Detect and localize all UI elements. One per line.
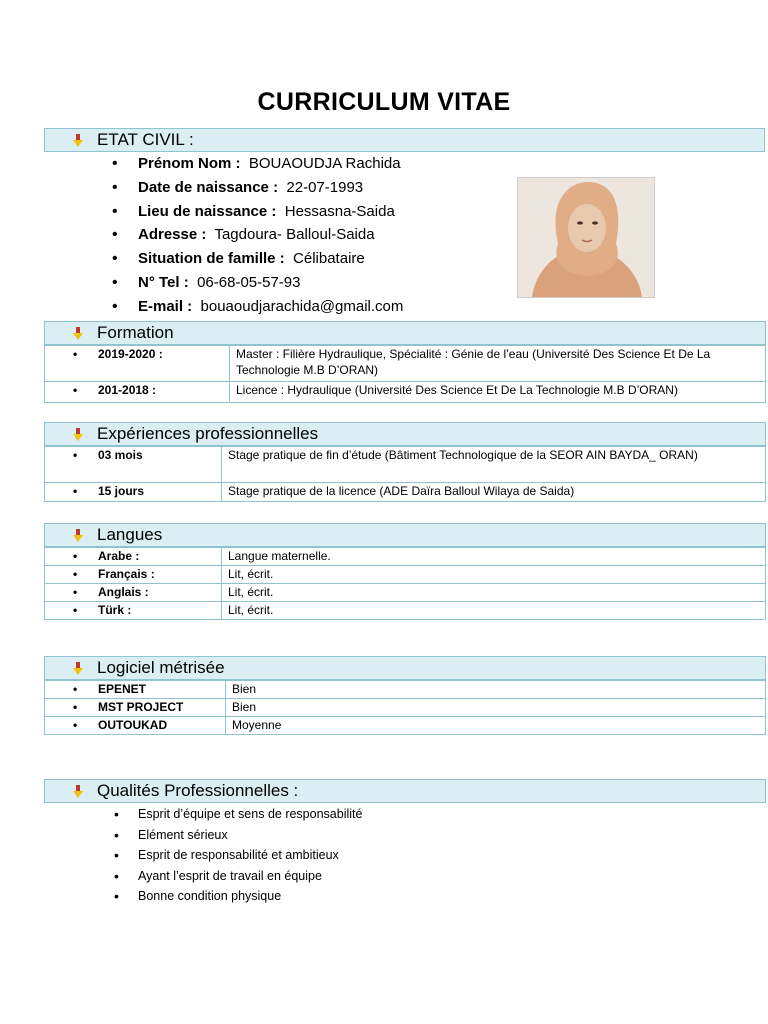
list-item xyxy=(110,200,403,224)
field-label: Adresse : xyxy=(138,226,207,244)
table-cell-value: Bien xyxy=(226,681,766,699)
table-row xyxy=(45,548,766,566)
table-cell-key: • MST PROJECT xyxy=(45,699,226,717)
list-item xyxy=(110,176,403,200)
profile-photo xyxy=(517,177,655,298)
table-cell-value: Moyenne xyxy=(226,717,766,735)
table-cell-value: Lit, écrit. xyxy=(222,566,766,584)
field-value: BOUAOUDJA Rachida xyxy=(248,155,401,172)
section-title: Logiciel métrisée xyxy=(97,658,225,677)
table-cell-value: Lit, écrit. xyxy=(222,602,766,620)
list-item: • Bonne condition physique xyxy=(112,886,362,907)
arrow-down-icon xyxy=(73,662,83,675)
table-row xyxy=(45,602,766,620)
table-cell-value: Lit, écrit. xyxy=(222,584,766,602)
table-cell-key: • 2019-2020 : xyxy=(45,346,230,382)
field-value: 22-07-1993 xyxy=(286,178,364,196)
email-value: bouaoudjarachida@gmail.com xyxy=(200,297,404,315)
table-row xyxy=(45,382,766,403)
table-cell-key: • Français : xyxy=(45,566,222,584)
table-cell-value: Stage pratique de la licence (ADE Daïra Balloul Wilaya de Saida) xyxy=(222,483,766,502)
section-title: Qualités Professionnelles : xyxy=(97,781,299,800)
section-header-etat-civil xyxy=(44,128,765,152)
table-row xyxy=(45,566,766,584)
field-value: Tagdoura- Balloul-Saida xyxy=(214,226,375,244)
portrait-image xyxy=(518,178,654,297)
table-cell-key: • 201-2018 : xyxy=(45,382,230,403)
table-row xyxy=(45,584,766,602)
section-title: Langues xyxy=(97,525,163,544)
table-cell-key: • 15 jours xyxy=(45,483,222,502)
arrow-down-icon xyxy=(73,529,83,542)
field-value: Célibataire xyxy=(293,250,365,268)
table-cell-key: • OUTOUKAD xyxy=(45,717,226,735)
list-item xyxy=(110,223,403,247)
arrow-down-icon xyxy=(73,327,83,340)
table-cell-value: Licence : Hydraulique (Université Des Science Et De La Technologie M.B D’ORAN) xyxy=(230,382,766,403)
table-cell-value: Langue maternelle. xyxy=(222,548,766,566)
arrow-down-icon xyxy=(73,785,83,798)
list-item: • Esprit d’équipe et sens de responsabilité xyxy=(112,804,362,825)
logiciel-table xyxy=(44,680,766,735)
table-row xyxy=(45,447,766,483)
experiences-table xyxy=(44,446,766,502)
page-title: CURRICULUM VITAE xyxy=(257,88,511,116)
field-label: Lieu de naissance : xyxy=(138,202,277,220)
arrow-down-icon xyxy=(73,428,83,441)
field-label: Date de naissance : xyxy=(138,178,279,196)
table-row xyxy=(45,346,766,382)
section-header-qualites xyxy=(44,779,766,803)
section-header-formation xyxy=(44,321,766,345)
list-item xyxy=(110,295,403,319)
langues-table xyxy=(44,547,766,620)
list-item xyxy=(110,271,403,295)
field-label: E-mail : xyxy=(138,297,193,315)
table-cell-key: • Anglais : xyxy=(45,584,222,602)
arrow-down-icon xyxy=(73,134,83,147)
table-cell-value: Stage pratique de fin d’étude (Bâtiment Technologique de la SEOR AIN BAYDA_ ORAN) xyxy=(222,447,766,483)
table-row xyxy=(45,483,766,502)
table-cell-key: • Türk : xyxy=(45,602,222,620)
list-item xyxy=(110,152,403,176)
table-cell-key: • Arabe : xyxy=(45,548,222,566)
list-item: • Elément sérieux xyxy=(112,825,362,846)
list-item xyxy=(110,247,403,271)
field-value: Hessasna-Saida xyxy=(284,202,395,220)
table-row xyxy=(45,681,766,699)
section-title: Formation xyxy=(97,323,174,342)
section-header-logiciel xyxy=(44,656,766,680)
field-label: Situation de famille : xyxy=(138,250,285,268)
field-label: Prénom Nom : xyxy=(138,155,241,172)
table-cell-key: • EPENET xyxy=(45,681,226,699)
section-title: Expériences professionnelles xyxy=(97,424,319,443)
table-cell-key: • 03 mois xyxy=(45,447,222,483)
formation-table xyxy=(44,345,766,403)
table-cell-value: Master : Filière Hydraulique, Spécialité : Génie de l’eau (Université Des Science Et De La Technologie M.B D’ORAN) xyxy=(230,346,766,382)
field-label: N° Tel : xyxy=(138,273,189,291)
qualites-list xyxy=(112,804,362,907)
section-header-langues xyxy=(44,523,766,547)
list-item: • Esprit de responsabilité et ambitieux xyxy=(112,845,362,866)
table-row xyxy=(45,717,766,735)
table-cell-value: Bien xyxy=(226,699,766,717)
section-title: ETAT CIVIL : xyxy=(97,130,194,149)
list-item: • Ayant l’esprit de travail en équipe xyxy=(112,866,362,887)
section-header-experiences xyxy=(44,422,766,446)
table-row xyxy=(45,699,766,717)
field-value: 06-68-05-57-93 xyxy=(197,273,301,291)
etat-civil-list xyxy=(110,152,403,319)
